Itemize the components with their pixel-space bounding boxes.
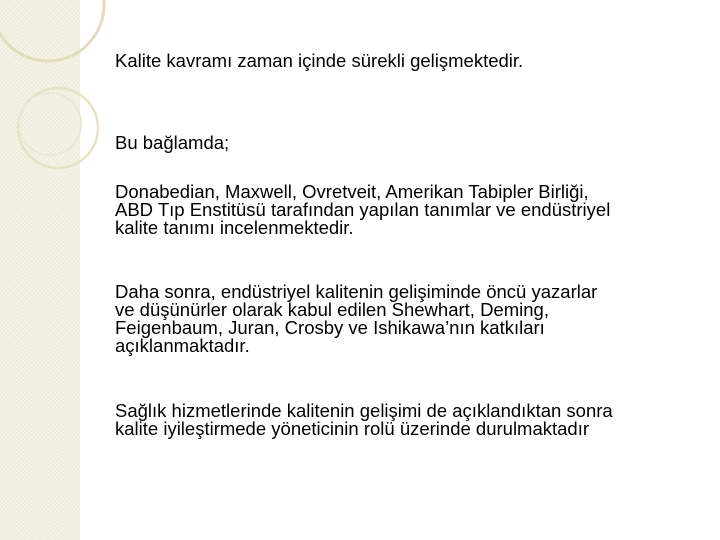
decorative-circle-small (19, 93, 81, 155)
paragraph-intro: Kalite kavramı zaman içinde sürekli gelişmektedir. (115, 50, 524, 71)
paragraph-health-services: Sağlık hizmetlerinde kalitenin gelişimi de açıklandıktan sonra kalite iyileştirmede yöneticinin rolü üzerinde durulmaktadır (115, 400, 613, 439)
decorative-circle-large (0, 0, 104, 61)
decorative-circles (0, 0, 180, 200)
paragraph-context: Bu bağlamda; (115, 132, 230, 153)
paragraph-definitions: Donabedian, Maxwell, Ovretveit, Amerikan Tabipler Birliği, ABD Tıp Enstitüsü tarafından yapılan tanımlar ve endüstriyel kalite tanımı incelenmektedir. (115, 181, 611, 238)
paragraph-authors: Daha sonra, endüstriyel kalitenin gelişiminde öncü yazarlar ve düşünürler olarak kabul edilen Shewhart, Deming, Feigenbaum, Juran, Crosby ve Ishikawa’nın katkıları açıklanmaktadır. (115, 281, 598, 356)
